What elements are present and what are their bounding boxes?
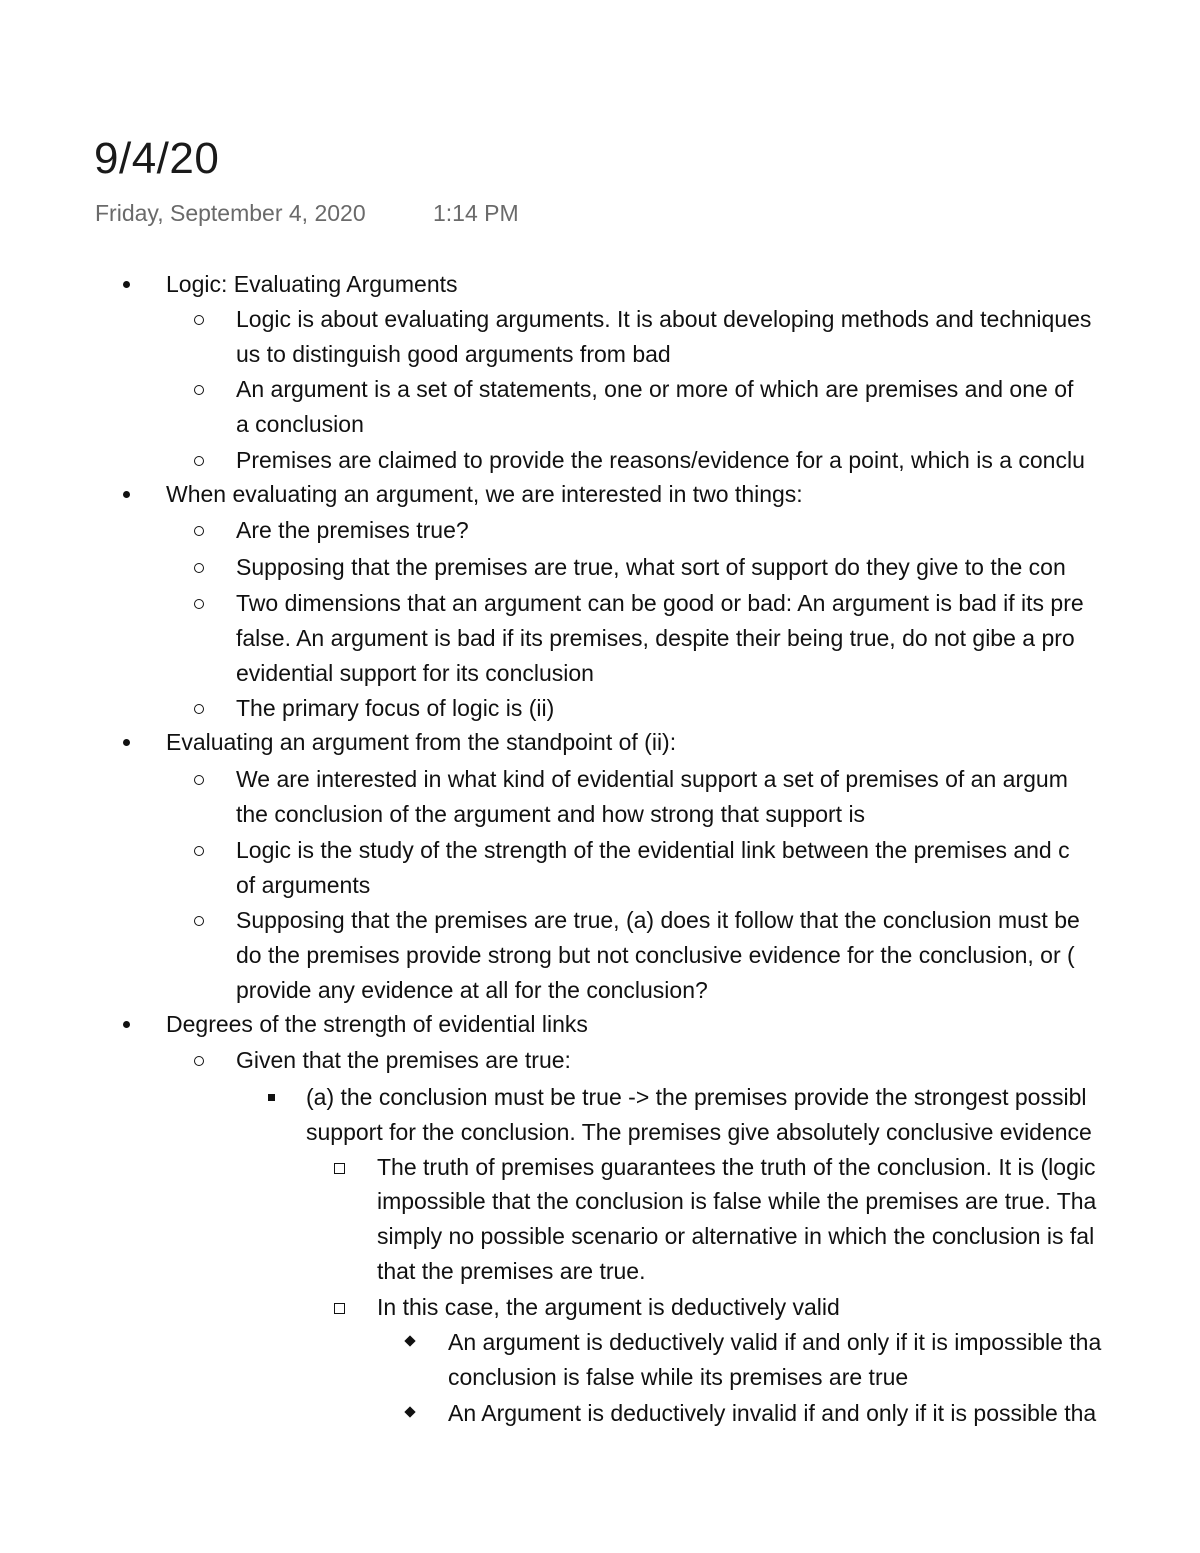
circle-bullet-icon — [190, 302, 210, 337]
list-item: In this case, the argument is deductively valid — [377, 1294, 840, 1320]
circle-bullet-icon — [190, 586, 210, 621]
list-item: Supposing that the premises are true, what sort of support do they give to the con — [236, 554, 1066, 580]
disc-bullet-icon — [116, 477, 136, 512]
page-time: 1:14 PM — [433, 200, 519, 226]
list-item-continuation: impossible that the conclusion is false while the premises are true. Tha — [377, 1188, 1097, 1214]
list-item: An argument is deductively valid if and only if it is impossible tha — [448, 1329, 1102, 1355]
list-item-continuation: of arguments — [236, 872, 371, 898]
list-item: An Argument is deductively invalid if and only if it is possible tha — [448, 1400, 1097, 1426]
list-item-continuation: support for the conclusion. The premises give absolutely conclusive evidence — [306, 1119, 1092, 1145]
circle-bullet-icon — [190, 903, 210, 938]
circle-bullet-icon — [190, 372, 210, 407]
list-item: Logic is the study of the strength of the evidential link between the premises and c — [236, 837, 1070, 863]
list-item: Premises are claimed to provide the reasons/evidence for a point, which is a conclu — [236, 447, 1085, 473]
list-item: Logic is about evaluating arguments. It is about developing methods and techniques — [236, 306, 1092, 332]
list-item-continuation: a conclusion — [236, 411, 364, 437]
list-item-continuation: us to distinguish good arguments from bad — [236, 341, 671, 367]
list-item: When evaluating an argument, we are interested in two things: — [166, 481, 803, 507]
list-item: The primary focus of logic is (ii) — [236, 695, 555, 721]
list-item: Supposing that the premises are true, (a) does it follow that the conclusion must be — [236, 907, 1080, 933]
circle-bullet-icon — [190, 833, 210, 868]
circle-bullet-icon — [190, 762, 210, 797]
square-bullet-icon — [262, 1080, 282, 1115]
circle-bullet-icon — [190, 550, 210, 585]
list-item-continuation: provide any evidence at all for the conclusion? — [236, 977, 708, 1003]
list-item-continuation: simply no possible scenario or alternative in which the conclusion is fal — [377, 1223, 1095, 1249]
diamond-bullet-icon — [400, 1325, 420, 1360]
hollow-square-bullet-icon — [330, 1290, 350, 1325]
list-item: Given that the premises are true: — [236, 1047, 571, 1073]
list-item: Degrees of the strength of evidential links — [166, 1011, 588, 1037]
list-item-continuation: that the premises are true. — [377, 1258, 646, 1284]
page-title: 9/4/20 — [94, 134, 220, 183]
list-item: (a) the conclusion must be true -> the premises provide the strongest possibl — [306, 1084, 1087, 1110]
list-item: Two dimensions that an argument can be good or bad: An argument is bad if its pre — [236, 590, 1084, 616]
circle-bullet-icon — [190, 513, 210, 548]
list-item-continuation: false. An argument is bad if its premises, despite their being true, do not gibe a pro — [236, 625, 1075, 651]
diamond-bullet-icon — [400, 1396, 420, 1431]
list-item-continuation: do the premises provide strong but not conclusive evidence for the conclusion, or ( — [236, 942, 1075, 968]
disc-bullet-icon — [116, 267, 136, 302]
list-item-continuation: conclusion is false while its premises are true — [448, 1364, 909, 1390]
circle-bullet-icon — [190, 1043, 210, 1078]
list-item: Evaluating an argument from the standpoint of (ii): — [166, 729, 677, 755]
list-item: We are interested in what kind of evidential support a set of premises of an argum — [236, 766, 1068, 792]
list-item: Logic: Evaluating Arguments — [166, 271, 458, 297]
list-item: Are the premises true? — [236, 517, 469, 543]
list-item-continuation: evidential support for its conclusion — [236, 660, 594, 686]
disc-bullet-icon — [116, 725, 136, 760]
circle-bullet-icon — [190, 443, 210, 478]
list-item: The truth of premises guarantees the truth of the conclusion. It is (logic — [377, 1154, 1096, 1180]
list-item-continuation: the conclusion of the argument and how strong that support is — [236, 801, 866, 827]
circle-bullet-icon — [190, 691, 210, 726]
hollow-square-bullet-icon — [330, 1150, 350, 1185]
page-date: Friday, September 4, 2020 — [95, 200, 366, 226]
disc-bullet-icon — [116, 1007, 136, 1042]
list-item: An argument is a set of statements, one or more of which are premises and one of — [236, 376, 1074, 402]
